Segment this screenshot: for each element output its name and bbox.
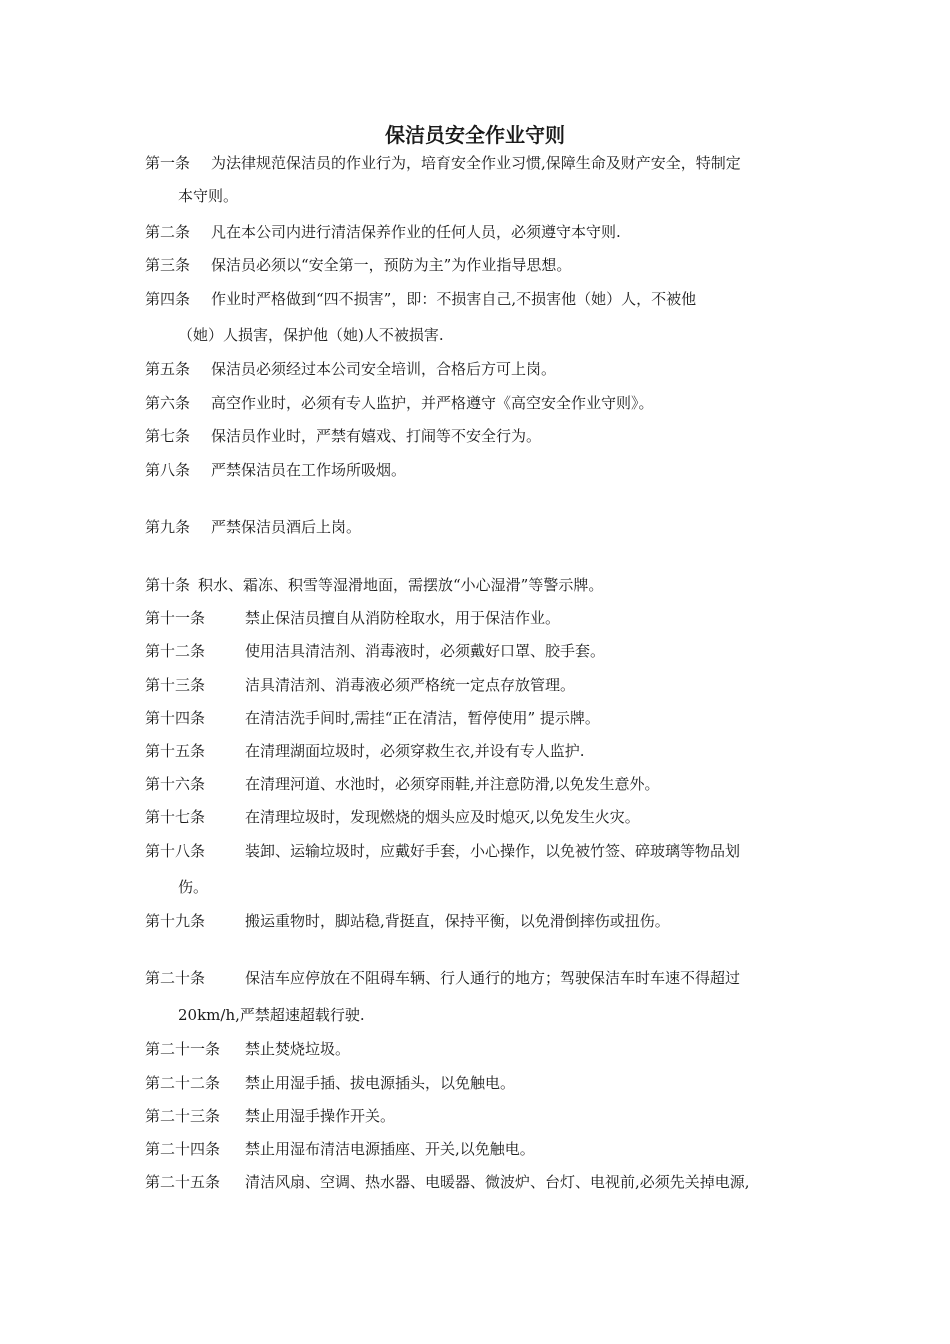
article-text: 在清理湖面垃圾时，必须穿救生衣,并设有专人监护. bbox=[245, 742, 585, 760]
article-number: 第十九条 bbox=[145, 912, 206, 930]
article-12 bbox=[145, 641, 825, 661]
article-number: 第二十条 bbox=[145, 969, 206, 987]
article-text: 禁止用湿手操作开关。 bbox=[245, 1107, 396, 1125]
article-text: 保洁车应停放在不阻碍车辆、行人通行的地方；驾驶保洁车时车速不得超过 bbox=[245, 969, 741, 987]
article-text: 积水、霜冻、积雪等湿滑地面，需摆放“小心湿滑”等警示牌。 bbox=[198, 576, 604, 594]
article-4-continuation: （她）人损害，保护他（她)人不被损害. bbox=[178, 326, 444, 344]
article-9 bbox=[145, 517, 825, 537]
article-number: 第九条 bbox=[145, 518, 191, 536]
article-1-continuation: 本守则。 bbox=[178, 187, 239, 205]
article-text: 严禁保洁员酒后上岗。 bbox=[211, 518, 362, 536]
article-15 bbox=[145, 741, 825, 761]
article-number: 第四条 bbox=[145, 290, 191, 308]
article-number: 第二十五条 bbox=[145, 1173, 221, 1191]
article-text: 高空作业时，必须有专人监护，并严格遵守《高空安全作业守则》。 bbox=[211, 394, 654, 412]
article-number: 第一条 bbox=[145, 154, 191, 172]
article-number: 第十二条 bbox=[145, 642, 206, 660]
article-3 bbox=[145, 255, 825, 275]
article-18-continuation: 伤。 bbox=[178, 878, 209, 896]
article-text: 保洁员必须以“安全第一，预防为主”为作业指导思想。 bbox=[211, 256, 572, 274]
article-number: 第十一条 bbox=[145, 609, 206, 627]
article-text: 为法律规范保洁员的作业行为，培育安全作业习惯,保障生命及财产安全，特制定 bbox=[211, 154, 741, 172]
article-20-continuation: 20km/h,严禁超速超载行驶. bbox=[178, 1006, 365, 1024]
article-text: 洁具清洁剂、消毒液必须严格统一定点存放管理。 bbox=[245, 676, 576, 694]
article-22 bbox=[145, 1073, 825, 1093]
article-text: 禁止用湿手插、拔电源插头，以免触电。 bbox=[245, 1074, 516, 1092]
article-text: 保洁员作业时，严禁有嬉戏、打闹等不安全行为。 bbox=[211, 427, 542, 445]
article-2 bbox=[145, 222, 825, 242]
article-text: 搬运重物时，脚站稳,背挺直，保持平衡，以免滑倒摔伤或扭伤。 bbox=[245, 912, 670, 930]
article-18 bbox=[145, 841, 825, 861]
article-number: 第十三条 bbox=[145, 676, 206, 694]
article-8 bbox=[145, 460, 825, 480]
article-11 bbox=[145, 608, 825, 628]
article-number: 第二条 bbox=[145, 223, 191, 241]
article-number: 第十六条 bbox=[145, 775, 206, 793]
article-number: 第十五条 bbox=[145, 742, 206, 760]
article-number: 第二十四条 bbox=[145, 1140, 221, 1158]
article-16 bbox=[145, 774, 825, 794]
article-number: 第七条 bbox=[145, 427, 191, 445]
article-5 bbox=[145, 359, 825, 379]
article-21 bbox=[145, 1039, 825, 1059]
article-number: 第二十三条 bbox=[145, 1107, 221, 1125]
article-20 bbox=[145, 968, 825, 988]
article-number: 第十条 bbox=[145, 576, 191, 594]
article-text: 作业时严格做到“四不损害”，即：不损害自己,不损害他（她）人，不被他 bbox=[211, 290, 697, 308]
article-number: 第二十二条 bbox=[145, 1074, 221, 1092]
article-number: 第十七条 bbox=[145, 808, 206, 826]
article-17 bbox=[145, 807, 825, 827]
article-number: 第二十一条 bbox=[145, 1040, 221, 1058]
article-number: 第十四条 bbox=[145, 709, 206, 727]
article-24 bbox=[145, 1139, 825, 1159]
article-text: 在清理河道、水池时，必须穿雨鞋,并注意防滑,以免发生意外。 bbox=[245, 775, 660, 793]
article-text: 凡在本公司内进行清洁保养作业的任何人员，必须遵守本守则. bbox=[211, 223, 621, 241]
article-25 bbox=[145, 1172, 825, 1192]
article-4 bbox=[145, 289, 825, 309]
article-text: 在清洁洗手间时,需挂“正在清洁，暂停使用” 提示牌。 bbox=[245, 709, 600, 727]
article-10 bbox=[145, 575, 825, 595]
article-text: 清洁风扇、空调、热水器、电暖器、微波炉、台灯、电视前,必须先关掉电源, bbox=[245, 1173, 750, 1191]
article-number: 第十八条 bbox=[145, 842, 206, 860]
article-number: 第八条 bbox=[145, 461, 191, 479]
article-13 bbox=[145, 675, 825, 695]
article-text: 禁止焚烧垃圾。 bbox=[245, 1040, 351, 1058]
article-7 bbox=[145, 426, 825, 446]
article-text: 禁止用湿布清洁电源插座、开关,以免触电。 bbox=[245, 1140, 535, 1158]
article-text: 保洁员必须经过本公司安全培训，合格后方可上岗。 bbox=[211, 360, 557, 378]
article-text: 严禁保洁员在工作场所吸烟。 bbox=[211, 461, 407, 479]
article-text: 在清理垃圾时，发现燃烧的烟头应及时熄灭,以免发生火灾。 bbox=[245, 808, 640, 826]
document-title: 保洁员安全作业守则 bbox=[385, 123, 565, 147]
article-text: 装卸、运输垃圾时，应戴好手套，小心操作，以免被竹签、碎玻璃等物品划 bbox=[245, 842, 741, 860]
article-23 bbox=[145, 1106, 825, 1126]
article-1 bbox=[145, 153, 825, 173]
article-text: 禁止保洁员擅自从消防栓取水，用于保洁作业。 bbox=[245, 609, 561, 627]
article-number: 第三条 bbox=[145, 256, 191, 274]
article-14 bbox=[145, 708, 825, 728]
article-number: 第六条 bbox=[145, 394, 191, 412]
article-text: 使用洁具清洁剂、消毒液时，必须戴好口罩、胶手套。 bbox=[245, 642, 606, 660]
article-number: 第五条 bbox=[145, 360, 191, 378]
article-6 bbox=[145, 393, 825, 413]
article-19 bbox=[145, 911, 825, 931]
